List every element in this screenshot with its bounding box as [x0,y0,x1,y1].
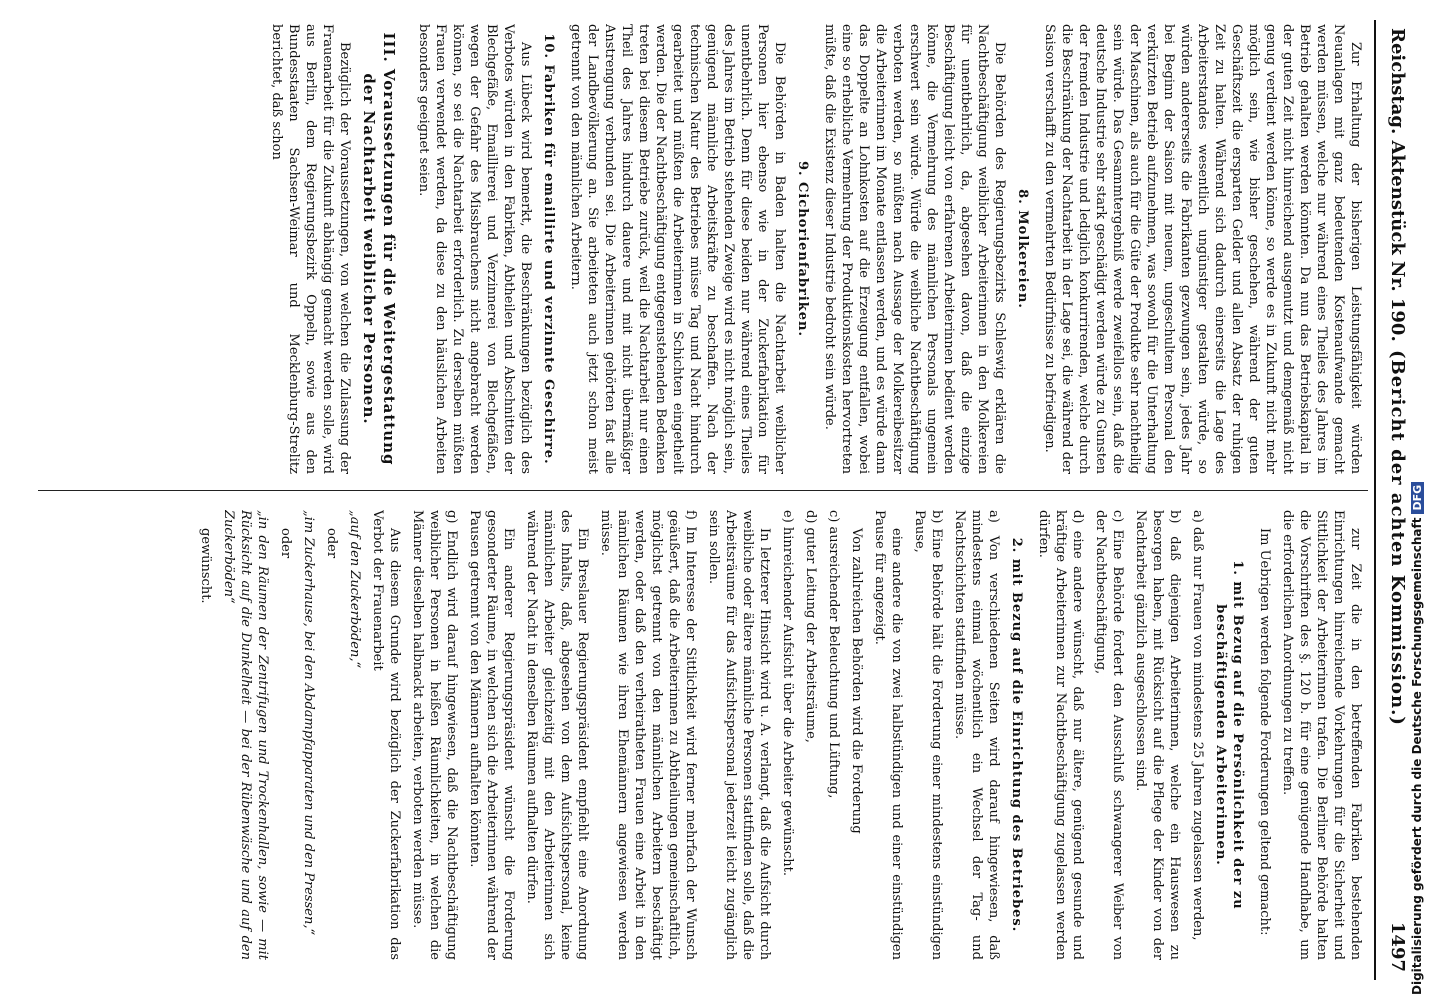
section-heading: 8. Molkereien. [1015,189,1030,309]
digitization-credit [1410,482,1424,995]
chapter-heading: III. Voraussetzungen für die Weitergestattung der Nachtarbeit weiblicher Personen. [360,32,398,466]
list-item: a) Von verschiedenen Seiten wird darauf hingewiesen, daß mindestens einmal wöchentlich ein Wechsel der Tag- und Nachtschichten stattfinden müsse. [952,510,1001,960]
left-column [34,24,1364,474]
paragraph: Die Behörden in Baden halten die Nachtarbeit weiblicher Personen hier ebenso wie in der Zuckerfabrikation für unentbehrlich. Denn für diese beiden nur während eines Theiles des Jahres im Betrieb stehenden Zweige wird es nicht möglich sein, genügend männliche Arbeitskräfte zu beschaffen. Nach der technischen Natur des Betriebes müsse Tag und Nacht hindurch gearbeitet und müßten die Arbeiterinnen in Schichten eingetheilt werden. Die der Nachtbeschäftigung entgegenstehenden Bedenken treten bei diesem Betriebe zurück, weil die Nachtarbeit nur einen Theil des Jahres hindurch dauere und mit nicht übermäßiger Anstrengung verbunden sei. Die Arbeiterinnen gehörten fast alle der Landbevölkerung an. Sie arbeiteten auch jetzt schon meist getrennt von den männlichen Arbeitern. [568,24,787,474]
paragraph: Von zahlreichen Behörden wird die Forderung [849,528,864,834]
section-heading: 2. mit Bezug auf die Einrichtung des Betriebes. [1009,537,1024,933]
paragraph: Die Behörden des Regierungsbezirks Schleswig erklären die Nachtbeschäftigung weiblicher Arbeiterinnen in den Molkereien für unentbehrlich, da, abgesehen davon, daß die einzige Beschäftigung leicht von erfahrenen Arbeiterinnen bedient werden könne, die Vermehrung des männlichen Personals ungemein erschwert sein würde. Würde die weibliche Nachtbeschäftigung verboten werden, so müßten nach Aussage der Molkereibesitzer die Arbeiterinnen im Monate entlassen werden, und es würde dann das Doppelte an Lohnkosten auf die Erzeugung entfallen, wobei eine so erhebliche Vermehrung der Produktionskosten hervortreten müßte, daß die Existenz dieser Industrie bedroht sein würde. [822,24,1007,474]
list-item: f) Im Interesse der Sittlichkeit wird ferner mehrfach der Wunsch geäußert, daß die Arbeiterinnen zu Abtheilungen gemeinschaftlich, möglichst getrennt von den männlichen Arbeitern beschäftigt werden, oder daß den verheiratheten Frauen eine Arbeit in den nämlichen Räumen wie ihren Ehemännern angewiesen werden müsse. [598,510,698,960]
section-heading: 9. Cichorienfabriken. [795,160,810,338]
right-column [34,510,1364,960]
paragraph: Aus diesem Grunde wird bezüglich der Zuckerfabrikation das Verbot der Frauenarbeit [370,510,402,960]
paragraph: Bezüglich der Voraussetzungen, von welchen die Zulassung der Frauenarbeit für die Zukunft abhängig gemacht werden solle, wird aus Berlin, dem Regierungsbezirk Oppeln, sowie aus den Bundesstaaten Sachsen-Weimar und Mecklenburg-Strelitz berichtet, daß schon [269,24,352,474]
list-item: d) eine andere wünscht, daß nur ältere, genügend gesunde und kräftige Arbeiterinnen zur Nachtbeschäftigung zugelassen werden dürfen. [1036,510,1085,960]
rotated-document [16,20,1416,980]
paragraph: oder [278,528,293,559]
quotation: „auf den Zuckerböden,“ [347,510,362,669]
list-item: g) Endlich wird darauf hingewiesen, daß die Nachtbeschäftigung weiblicher Personen in heißen Räumlichkeiten, in welchen die Männer dieselben halbnackt arbeiten, verboten werden müsse. [410,510,459,960]
paragraph: eine andere die von zwei halbstündigen und einer einstündigen Pause für angezeigt. [872,510,904,960]
credit-text: Digitalisierung gefördert durch die Deutsche Forschungsgemeinschaft [1410,517,1424,995]
paragraph: gewünscht. [198,528,213,604]
paragraph: Aus Lübeck wird bemerkt, die Beschränkungen bezüglich des Verbotes würden in den Fabriken, Abtheilen und Abschnitten der Blechgefäße, Emaillirerei und Verzinnerei von Blechgefäßen, wegen der Gefahr des Missbrauchens nicht angebracht werden können, so sei die Nachtarbeit erforderlich. Zu derselben müßten Frauen verwendet werden, da diese zu den häuslichen Arbeiten besonders geeignet seien. [416,24,533,474]
section-heading: 1. mit Bezug auf die Persönlichkeit der zu beschäftigenden Arbeiterinnen. [1213,560,1245,910]
header-center: (Bericht der achten Kommission.) [1387,350,1408,726]
paragraph: zur Zeit die in den betreffenden Fabriken bestehenden Einrichtungen hinreichende Vorkehrungen für die Sicherheit und Sittlichkeit der Arbeiterinnen trafen. Die Berliner Behörde halten die Vorschriften des §. 120 b. für eine genügende Handhabe, um die erforderlichen Anordnungen zu treffen. [1280,510,1363,960]
page-number: 1497 [1387,921,1408,972]
paragraph: Im Uebrigen werden folgende Forderungen geltend gemacht: [1257,528,1272,936]
list-item: d) guter Leitung der Arbeitsräume, [803,510,818,743]
header-left: Reichstag. Aktenstück Nr. 190. [1387,28,1408,342]
section-heading: 10. Fabriken für emaillirte und verzinnte Geschirre. [541,33,556,465]
paragraph: Zur Erhaltung der bisherigen Leistungsfähigkeit würden Neuanlagen mit ganz bedeutenden Kostenaufwande gemacht werden müssen, welche nur während eines Theiles des Jahres im Betrieb gehalten werden könnten. Da nun das Betriebskapital in der guten Zeit nicht hinreichend ausgenutzt und demgemäß nicht genug verdient werden könne, so werde es in Zukunft nicht mehr möglich sein, wie bisher geschehen, während der guten Geschäftszeit die ersparten Gelder und allen Absatz der ruhigen Zeit zu halten. Während sich dadurch einerseits die Lage des Arbeiterstandes wesentlich ungünstiger gestalten würde, so würden andererseits die Fabrikanten gezwungen sein, jedes Jahr bei Beginn der Saison mit neuem, ungeschultem Personal den verkürzten Betrieb aufzunehmen, was sowohl für die Unterhaltung der Maschinen, als auch für die Güte der Produkte sehr nachtheilig sein würde. Das Gesammtergebniß werde zweifellos sein, daß die deutsche Industrie sehr stark geschädigt werden würde zu Gunsten der fremden Industrie und lediglich konkurrirenden, welche durch die Beschränkung der Nachtarbeit in der Lage sei, die während der Saison verschafft zu den vermehrten Bedürfnisse zu befriedigen. [1042,24,1363,474]
quotation: „im Zuckerhause, bei den Abdampfapparaten und den Pressen,“ [301,510,316,936]
list-item: b) Eine Behörde hält die Forderung einer mindestens einstündigen Pause, [912,510,944,960]
list-item: c) ausreichender Beleuchtung und Lüftung, [826,510,841,799]
dfg-logo: DFG [1411,482,1424,514]
list-item: a) daß nur Frauen von mindestens 25 Jahren zugelassen werden, [1190,510,1205,941]
quotation: „in den Räumen der Zentrifugen und Trockenhallen, sowie — mit Rücksicht auf die Dunkelheit — bei der Rübenwäsche und auf den Zuckerböden“ [221,510,270,960]
column-divider [38,490,1368,491]
paragraph: Ein anderer Regierungspräsident wünscht die Forderung gesonderter Räume, in welchen sich die Arbeiterinnen während der Pausen getrennt von den Männern aufhalten könnten. [467,510,516,960]
paragraph: oder [324,528,339,559]
paragraph: In letzterer Hinsicht wird u. A. verlangt, daß die Aufsicht durch weibliche oder ältere männliche Personen stattfinden solle, daß die Arbeitsräume für das Aufsichtspersonal jederzeit leicht zugänglich sein sollen. [706,510,772,960]
list-item: c) Eine Behörde fordert den Ausschluß schwangerer Weiber von der Nachtbeschäftigung, [1093,510,1125,960]
list-item: b) daß diejenigen Arbeiterinnen, welche ein Hauswesen zu besorgen haben, mit Rücksicht auf die Pflege der Kinder von der Nachtarbeit gänzlich ausgeschlossen sind. [1133,510,1182,960]
list-item: e) hinreichender Aufsicht über die Arbeiter gewünscht. [780,510,795,877]
paragraph: Ein Breslauer Regierungspräsident empfiehlt eine Anordnung des Inhalts, daß, abgesehen von dem Aufsichtspersonal, keine männlichen Arbeiter gleichzeitig mit den Arbeiterinnen sich während der Nacht in denselben Räumen aufhalten dürfen. [524,510,590,960]
